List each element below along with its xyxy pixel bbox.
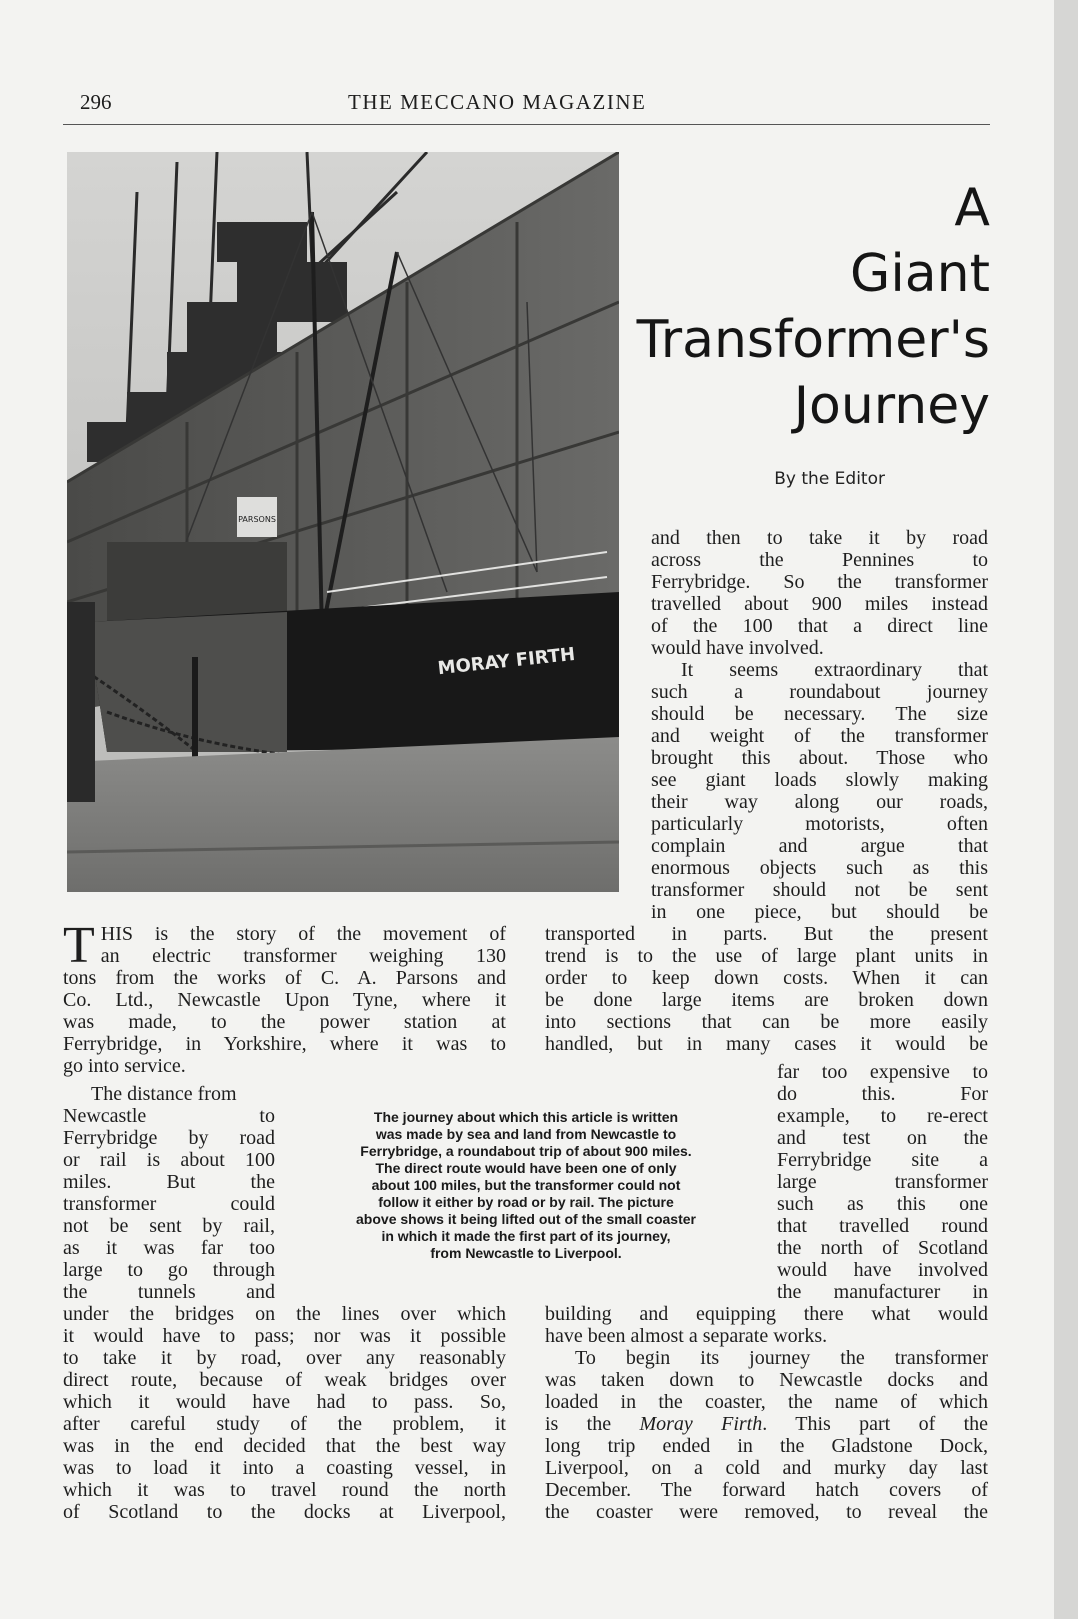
text-line: Ferrybridge site a xyxy=(777,1149,988,1171)
text-line: transformer should not be sent xyxy=(651,879,988,901)
caption-line: in which it made the first part of its journey, xyxy=(381,1228,671,1244)
text-line: and test on the xyxy=(777,1127,988,1149)
caption-line: about 100 miles, but the transformer could not xyxy=(371,1177,681,1193)
page-edge xyxy=(1054,0,1078,1619)
article-title xyxy=(628,175,990,439)
drop-cap: T xyxy=(63,917,95,974)
caption-line: The journey about which this article is written xyxy=(373,1109,679,1125)
magazine-title: THE MECCANO MAGAZINE xyxy=(348,90,647,114)
text-line: see giant loads slowly making xyxy=(651,769,988,791)
text-line: the coaster were removed, to reveal the xyxy=(545,1501,988,1523)
text-line: the tunnels and xyxy=(63,1281,275,1303)
text-line: Liverpool, on a cold and murky day last xyxy=(545,1457,988,1479)
title-line: A xyxy=(954,178,990,238)
caption-line: Ferrybridge, a roundabout trip of about 900 miles. xyxy=(360,1143,692,1159)
caption-line: above shows it being lifted out of the small coaster xyxy=(356,1211,696,1227)
title-line: Journey xyxy=(793,376,990,436)
text-line: that travelled round xyxy=(777,1215,988,1237)
text-line: miles. But the xyxy=(63,1171,275,1193)
header-rule xyxy=(63,124,990,125)
text-line: into sections that can be more easily xyxy=(545,1011,988,1033)
text-line: after careful study of the problem, it xyxy=(63,1413,506,1435)
left-column-bottom xyxy=(63,1303,506,1523)
text-line: was in the end decided that the best way xyxy=(63,1435,506,1457)
ship-hull-name: MORAY FIRTH xyxy=(436,643,577,680)
text-line: which it was to travel round the north xyxy=(63,1479,506,1501)
text-line: across the Pennines to xyxy=(651,549,988,571)
title-line: Transformer's xyxy=(636,310,990,370)
text-line: or rail is about 100 xyxy=(63,1149,275,1171)
text-line: do this. For xyxy=(777,1083,988,1105)
text-line: to take it by road, over any reasonably xyxy=(63,1347,506,1369)
text-line: large to go through xyxy=(63,1259,275,1281)
text-line: order to keep down costs. When it can xyxy=(545,967,988,989)
text-line: Ferrybridge. So the transformer xyxy=(651,571,988,593)
dock-sign-text: PARSONS xyxy=(238,515,276,524)
ship-dock-photo xyxy=(67,152,619,892)
text-line: HIS is the story of the movement of xyxy=(100,923,506,945)
text-line: long trip ended in the Gladstone Dock, xyxy=(545,1435,988,1457)
text-line: which it would have had to pass. So, xyxy=(63,1391,506,1413)
text-fragment: . This part of the xyxy=(762,1413,988,1435)
text-line: direct route, because of weak bridges over xyxy=(63,1369,506,1391)
text-line: would have involved xyxy=(777,1259,988,1281)
text-line: Newcastle to xyxy=(63,1105,275,1127)
text-line: transported in parts. But the present xyxy=(545,923,988,945)
text-line: as it was far too xyxy=(63,1237,275,1259)
text-line xyxy=(545,1413,988,1435)
text-line: particularly motorists, often xyxy=(651,813,988,835)
text-line: December. The forward hatch covers of xyxy=(545,1479,988,1501)
text-line: example, to re-erect xyxy=(777,1105,988,1127)
text-line: such a roundabout journey xyxy=(651,681,988,703)
text-line: To begin its journey the transformer xyxy=(575,1347,988,1369)
text-line: the manufacturer in xyxy=(777,1281,988,1303)
text-line: was taken down to Newcastle docks and xyxy=(545,1369,988,1391)
ship-name-italic: Moray Firth xyxy=(639,1413,763,1435)
text-line: Co. Ltd., Newcastle Upon Tyne, where it xyxy=(63,989,506,1011)
text-line: the north of Scotland xyxy=(777,1237,988,1259)
text-line: brought this about. Those who xyxy=(651,747,988,769)
caption-line: follow it either by road or by rail. The picture xyxy=(378,1194,674,1210)
text-line: travelled about 900 miles instead xyxy=(651,593,988,615)
text-line: complain and argue that xyxy=(651,835,988,857)
text-line: would have involved. xyxy=(651,637,824,659)
text-line: such as this one xyxy=(777,1193,988,1215)
text-line: and weight of the transformer xyxy=(651,725,988,747)
right-column-top xyxy=(651,527,988,923)
text-line: large transformer xyxy=(777,1171,988,1193)
right-column-bottom xyxy=(545,1303,988,1523)
caption-line: was made by sea and land from Newcastle to xyxy=(375,1126,677,1142)
text-line: Ferrybridge, in Yorkshire, where it was to xyxy=(63,1033,506,1055)
left-narrow-column xyxy=(63,1083,275,1303)
right-column-middle xyxy=(545,923,988,1055)
text-line: be done large items are broken down xyxy=(545,989,988,1011)
text-line: of the 100 that a direct line xyxy=(651,615,988,637)
text-line: an electric transformer weighing 130 xyxy=(100,945,506,967)
text-line: should be necessary. The size xyxy=(651,703,988,725)
text-line: and then to take it by road xyxy=(651,527,988,549)
text-line: not be sent by rail, xyxy=(63,1215,275,1237)
text-line: it would have to pass; nor was it possible xyxy=(63,1325,506,1347)
caption-line: from Newcastle to Liverpool. xyxy=(430,1245,622,1261)
text-line: Ferrybridge by road xyxy=(63,1127,275,1149)
caption-line: The direct route would have been one of only xyxy=(375,1160,677,1176)
page-number: 296 xyxy=(80,90,112,114)
text-line: of Scotland to the docks at Liverpool, xyxy=(63,1501,506,1523)
text-line: It seems extraordinary that xyxy=(681,659,988,681)
text-line: have been almost a separate works. xyxy=(545,1325,828,1347)
text-line: was made, to the power station at xyxy=(63,1011,506,1033)
text-line: loaded in the coaster, the name of which xyxy=(545,1391,988,1413)
text-line: handled, but in many cases it would be xyxy=(545,1033,988,1055)
text-line: under the bridges on the lines over which xyxy=(63,1303,506,1325)
text-line: The distance from xyxy=(91,1083,237,1105)
text-line: in one piece, but should be xyxy=(651,901,988,923)
text-line: trend is to the use of large plant units in xyxy=(545,945,988,967)
intro-paragraph xyxy=(63,917,506,1077)
text-line: enormous objects such as this xyxy=(651,857,988,879)
text-line: tons from the works of C. A. Parsons and xyxy=(63,967,506,989)
article-photo xyxy=(67,152,619,892)
title-line: Giant xyxy=(850,244,990,304)
text-line: far too expensive to xyxy=(777,1061,988,1083)
byline: By the Editor xyxy=(774,469,885,489)
text-line: go into service. xyxy=(63,1055,186,1077)
text-line: building and equipping there what would xyxy=(545,1303,988,1325)
photo-caption xyxy=(318,1109,734,1262)
text-line: was to load it into a coasting vessel, in xyxy=(63,1457,506,1479)
right-narrow-column xyxy=(777,1061,988,1303)
text-line: transformer could xyxy=(63,1193,275,1215)
text-line: their way along our roads, xyxy=(651,791,988,813)
text-fragment: is the xyxy=(545,1413,640,1435)
